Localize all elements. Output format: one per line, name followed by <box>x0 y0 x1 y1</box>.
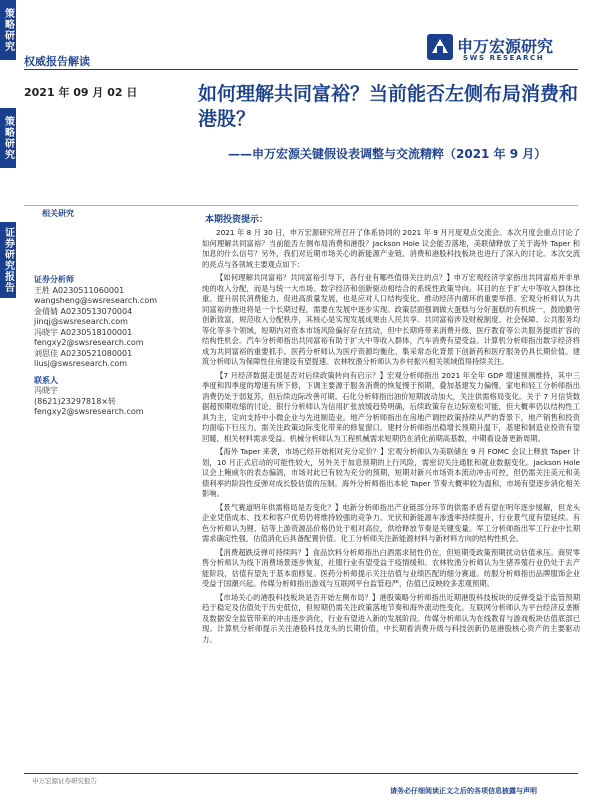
body-paragraph: 【景气赛道明年供需格局是否变化？】电新分析师指出产业链部分环节的供需矛盾有望在明年逐步缓解，但龙头企业凭借成本、技术和客户优势仍将维持较强的竞争力。光伏和新能源车渗透率持续提升，行业景气度有望延续。有色分析师认为锂、钴等上游资源品价格仍处于相对高位，供给释放节奏是关键变量。军工分析师指出军工行业中长期需求确定性强，估值消化后具备配置价值。化工分析师关注新能源材料与新材料方向的结构性机会。 <box>202 502 580 543</box>
brand-name-en: SWS RESEARCH <box>463 54 545 62</box>
left-sidebar <box>0 0 16 800</box>
section-divider <box>24 205 578 206</box>
report-subtitle: ——申万宏源关键假设表调整与交流精粹（2021 年 9 月） <box>228 147 547 161</box>
body-paragraph: 2021 年 8 月 30 日，申万宏源研究所召开了体系协同的 2021 年 9 月月度观点交流会。本次月度会重点讨论了如何理解共同富裕？当前能否左侧布局消费和港股？Jackson Hole 议会能否落地，美联储释放了关于海外 Taper 和加息的什么信号？另外，我们对近期市场关心的新能源产业链、消费和港股科技板块也进行了深入的讨论。本次交流的亮点与各领域主要观点如下： <box>202 228 580 269</box>
brand-name-cn: 申万宏源研究 <box>457 37 554 56</box>
body-paragraph: 【如何理解共同富裕？共同富裕引导下，各行业有哪些值得关注的点？】申万宏观经济学家指出共同富裕并非单纯的收入分配，而是与统一大市场、数字经济和创新驱动相结合的系统性政策导向。其目的在于扩大中等收入群体比重、提升居民消费能力，促进高质量发展，也是应对人口结构变化、推动经济内循环的重要举措。宏观分析师认为共同富裕的推进将是一个长期过程，需要在发展中逐步实现。政策层面强调做大蛋糕与分好蛋糕的有机统一，鼓励勤劳创新致富，规范收入分配秩序，其核心是实现发展成果由人民共享。共同富裕涉及财税制度、社会保障、公共服务均等化等多个领域，短期内对资本市场风险偏好存在扰动，但中长期将带来消费升级、医疗教育等公共服务提质扩容的结构性机会。汽车分析师指出共同富裕有助于扩大中等收入群体，汽车消费有望受益。计算机分析师指出数字经济将成为共同富裕的重要抓手。医药分析师认为医疗资源均衡化、集采常态化背景下创新药和医疗服务仍具长期价值。建筑分析师认为保障性住房建设有望提速。农林牧渔分析师认为乡村振兴相关领域值得持续关注。 <box>202 273 580 366</box>
body-paragraph: 【市场关心的港股科技板块是否开始左侧布局？】港股策略分析师指出近期港股科技板块的反弹受益于监管预期趋于稳定及估值处于历史低位，但短期仍需关注政策落地节奏和海外流动性变化。互联网分析师认为平台经济反垄断及数据安全监管带来的冲击逐步消化，行业有望进入新的发展阶段。传媒分析师认为在线教育与游戏板块估值底部已现。计算机分析师提示关注港股科技龙头的长期价值，中长期看消费升级与科技创新仍是港股核心资产的主要驱动力。 <box>202 592 580 644</box>
analyst-line: 刘思佳 A0230521080001 <box>34 348 133 358</box>
analyst-line: jinqj@swsresearch.com <box>34 317 128 326</box>
analyst-line: 王胜 A0230511060001 <box>34 285 125 295</box>
body-paragraph: 【消费超跌反弹可持续吗？】食品饮料分析师指出白酒需求韧性仍在，但短期受政策预期扰动估值承压。商贸零售分析师认为线下消费场景逐步恢复，社服行业有望受益于疫情缓和。农林牧渔分析师认为生猪养殖行业仍处于去产能阶段，估值有望先于基本面修复。医药分析师提示关注估值与业绩匹配的细分赛道。纺服分析师指出品牌服饰企业受益于国潮兴起。传媒分析师指出游戏与互联网平台监管趋严，估值已反映较多悲观预期。 <box>202 547 580 588</box>
analyst-line: wangsheng@swsresearch.com <box>34 296 158 305</box>
body-paragraph: 【海外 Taper 来袭，市场已经开始相对充分定价？】宏观分析师认为美联储在 9 月 FOMC 会议上释放 Taper 计划，10 月正式启动的可能性较大，另外关于加息预期的上行风险，需密切关注通胀和就业数据变化。Jackson Hole 议会上鲍威尔的表态偏鸽，市场对此已有较为充分的预期，短期对新兴市场资本流动冲击可控，但仍需关注美元和美债利率的阶段性反弹对成长股估值的压制。海外分析师指出本轮 Taper 节奏大概率较为温和，市场有望逐步消化相关影响。 <box>202 447 580 498</box>
report-date: 2021 年 09 月 02 日 <box>24 86 138 99</box>
contact-heading: 联系人 <box>34 375 58 385</box>
footer-disclaimer: 请务必仔细阅读正文之后的各项信息披露与声明 <box>390 787 537 795</box>
sidebar-tag-top: 策略研究 <box>0 0 16 60</box>
analyst-line: fengxy2@swsresearch.com <box>34 338 144 347</box>
header-divider <box>24 69 578 70</box>
analyst-line: 冯晓宇 A0230518100001 <box>34 327 133 337</box>
contact-line: 冯晓宇 <box>34 386 58 395</box>
report-title: 如何理解共同富裕？当前能否左侧布局消费和港股？ <box>198 83 579 130</box>
body-paragraph: 【7 月经济数据走弱是否对后续政策转向有启示？】宏观分析师指出 2021 年全年 GDP 增速预测维持，其中三季度和四季度的增速有所下修，下调主要源于服务消费的恢复慢于预期，叠加基建发力偏慢。家电和轻工分析师指出消费仍处于弱复苏，但后续边际改善可期。石化分析师指出油价短期波动加大，关注供需格局变化。关于 7 月信贷数据超预期收缩的讨论，银行分析师认为信用扩张放缓趋势明确，后续政策存在边际宽松可能，但大概率仍以结构性工具为主，定向支持中小微企业与先进制造业。地产分析师指出在房地产调控政策持续从严的背景下，地产销售和投资均面临下行压力，需关注政策边际变化带来的修复窗口。建材分析师指出稳增长预期升温下，基建和制造业投资有望回暖，相关材料需求受益。机械分析师认为工程机械需求短期仍在消化前期高基数，中期看设备更新周期。 <box>202 370 580 443</box>
footer-divider <box>24 773 578 774</box>
analyst-panel <box>34 275 164 418</box>
analyst-line: liusj@swsresearch.com <box>34 359 128 368</box>
brand-logo <box>427 32 575 68</box>
analyst-line: 金倩婧 A0230513070004 <box>34 306 133 316</box>
contact-line: fengxy2@swsresearch.com <box>34 407 144 416</box>
report-body <box>202 228 580 768</box>
report-type-label: 权威报告解读 <box>24 55 90 68</box>
footer-source: 申万宏源证券研究报告 <box>32 777 97 785</box>
investment-tips-heading: 本期投资提示： <box>205 215 269 225</box>
sidebar-tag-report: 证券研究报告 <box>0 222 16 298</box>
related-research-label: 相关研究 <box>42 209 74 218</box>
contact-line: (8621)23297818×转 <box>34 396 117 406</box>
analyst-heading: 证券分析师 <box>34 275 74 284</box>
brand-mark-icon <box>427 34 453 60</box>
sidebar-tag-middle: 策略研究 <box>0 108 16 168</box>
